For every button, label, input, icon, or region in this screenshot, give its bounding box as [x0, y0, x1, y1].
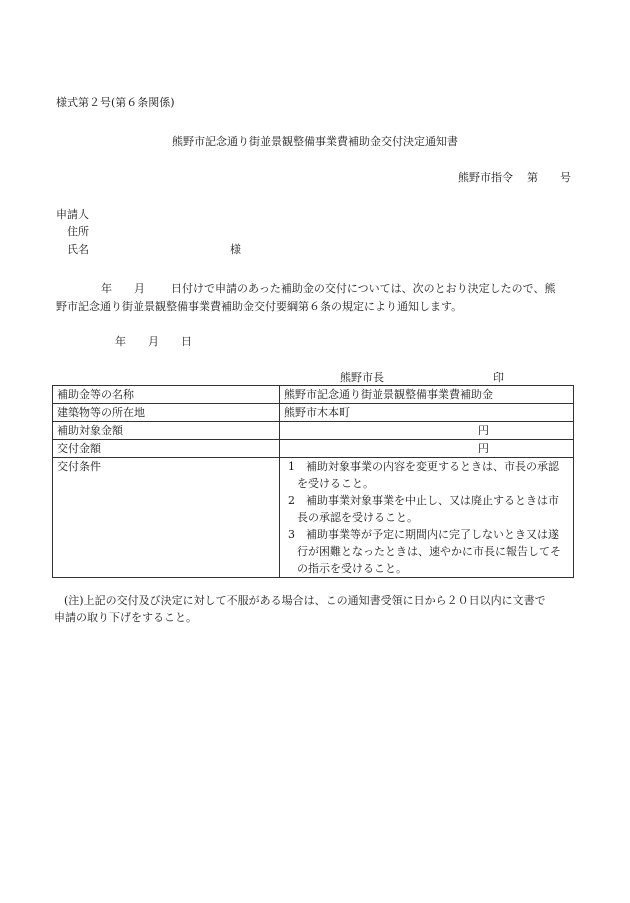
body-text-line-1 — [56, 283, 555, 294]
doc-ref-org: 熊野市指令 — [458, 171, 513, 184]
note-line-1: (注)上記の交付及び決定に対して不服がある場合は、この通知書受領に日から２０日以内に文書で — [64, 594, 546, 607]
date-year: 年 — [115, 335, 126, 348]
body-year: 年 — [101, 282, 112, 295]
conditions-label: 交付条件 — [53, 458, 280, 578]
table-row — [53, 440, 574, 458]
row-value: 熊野市記念通り街並景観整備事業費補助金 — [280, 386, 574, 404]
grant-details-table — [52, 385, 574, 578]
row-label: 補助金等の名称 — [53, 386, 280, 404]
row-label: 補助対象金額 — [53, 422, 280, 440]
doc-ref-go: 号 — [560, 171, 571, 184]
conditions-list — [280, 458, 574, 578]
seal-mark: 印 — [493, 371, 504, 384]
applicant-heading: 申請人 — [56, 208, 89, 221]
mayor-title: 熊野市長 — [340, 371, 384, 384]
row-label: 交付金額 — [53, 440, 280, 458]
body-line1-rest: 日付けで申請のあった補助金の交付については、次のとおり決定したので、熊 — [171, 282, 556, 295]
table-row — [53, 386, 574, 404]
issue-date — [115, 336, 192, 347]
doc-ref-dai: 第 — [527, 171, 538, 184]
condition-item: 2 補助事業対象事業を中止し、又は廃止するときは市 長の承認を受けること。 — [288, 494, 559, 524]
table-row — [53, 458, 574, 578]
form-number: 様式第２号(第６条関係) — [56, 96, 175, 109]
table-row — [53, 422, 574, 440]
address-label: 住所 — [67, 225, 89, 238]
date-month: 月 — [148, 335, 159, 348]
row-value: 円 — [280, 440, 574, 458]
honorific-label: 様 — [230, 243, 241, 256]
document-reference — [458, 172, 571, 183]
document-title: 熊野市記念通り街並景観整備事業費補助金交付決定通知書 — [172, 135, 458, 148]
note-line-2: 申請の取り下げをすること。 — [54, 611, 197, 624]
row-value: 熊野市木本町 — [280, 404, 574, 422]
row-label: 建築物等の所在地 — [53, 404, 280, 422]
body-month: 月 — [134, 282, 145, 295]
row-value: 円 — [280, 422, 574, 440]
date-day: 日 — [181, 335, 192, 348]
condition-item: 3 補助事業等が予定に期間内に完了しないとき又は遂 行が困難となったときは、速やかに市長に報告してそ の指示を受けること。 — [288, 528, 561, 575]
name-label: 氏名 — [67, 243, 89, 256]
table-row — [53, 404, 574, 422]
body-text-line-2: 野市記念通り街並景観整備事業費補助金交付要綱第６条の規定により通知します。 — [56, 300, 463, 313]
condition-item: 1 補助対象事業の内容を変更するときは、市長の承認 を受けること。 — [288, 460, 559, 490]
